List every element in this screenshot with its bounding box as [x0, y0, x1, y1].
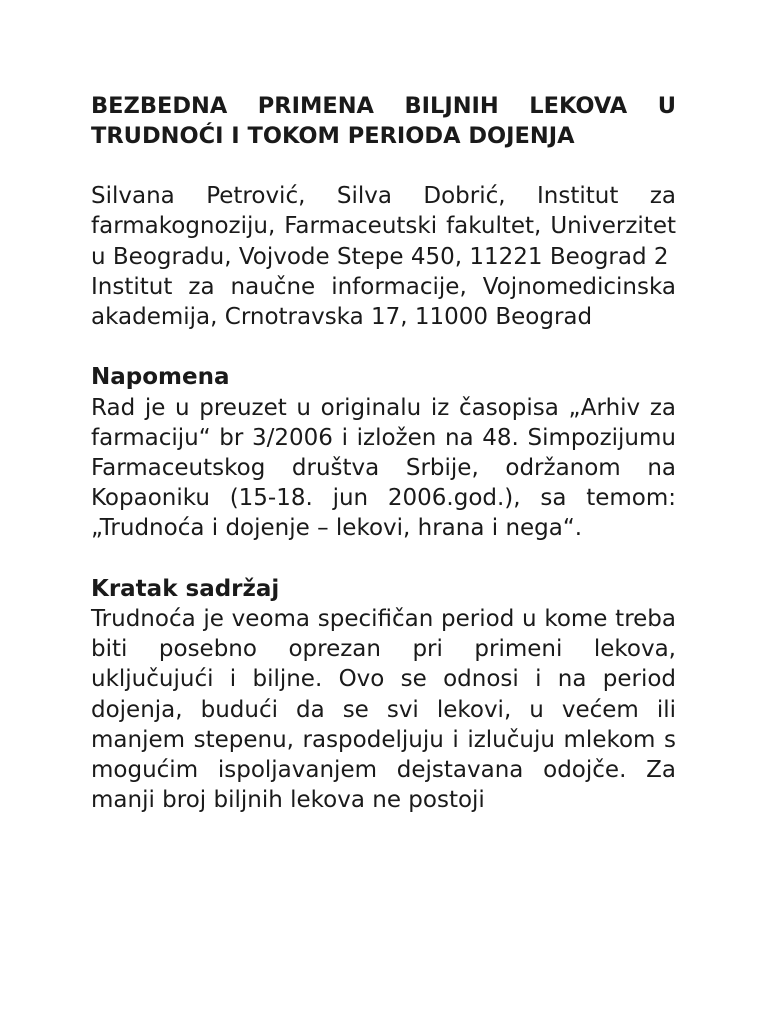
abstract-heading: Kratak sadržaj	[91, 575, 280, 602]
spacer	[91, 332, 676, 362]
note-heading: Napomena	[91, 364, 230, 391]
document-page	[91, 91, 676, 815]
abstract-text: Trudnoća je veoma specifičan period u kome treba biti posebno oprezan pri primeni lekova, uključujući i biljne. Ovo se odnosi i na period dojenja, budući da se svi lekovi, u većem ili manjem stepenu, raspodeljuju i izlučuju mlekom s mogućim ispoljavanjem dejstavana odojče. Za manji broj biljnih lekova ne postoji	[91, 606, 676, 814]
document-title: BEZBEDNA PRIMENA BILJNIH LEKOVA U TRUDNOĆI I TOKOM PERIODA DOJENJA	[91, 93, 676, 149]
authors-affiliation: Silvana Petrović, Silva Dobrić, Institut za farmakognoziju, Farmaceutski fakultet, Univerzitet u Beogradu, Vojvode Stepe 450, 11221 Beograd 2	[91, 183, 676, 270]
spacer	[91, 151, 676, 181]
note-text: Rad je u preuzet u originalu iz časopisa „Arhiv za farmaciju“ br 3/2006 i izložen na 48. Simpozijumu Farmaceutskog društva Srbije, održanom na Kopaoniku (15-18. jun 2006.god.), sa temom: „Trudnoća i dojenje – lekovi, hrana i nega“.	[91, 394, 676, 542]
spacer	[91, 544, 676, 574]
second-affiliation: Institut za naučne informacije, Vojnomedicinska akademija, Crnotravska 17, 11000 Beograd	[91, 273, 676, 330]
